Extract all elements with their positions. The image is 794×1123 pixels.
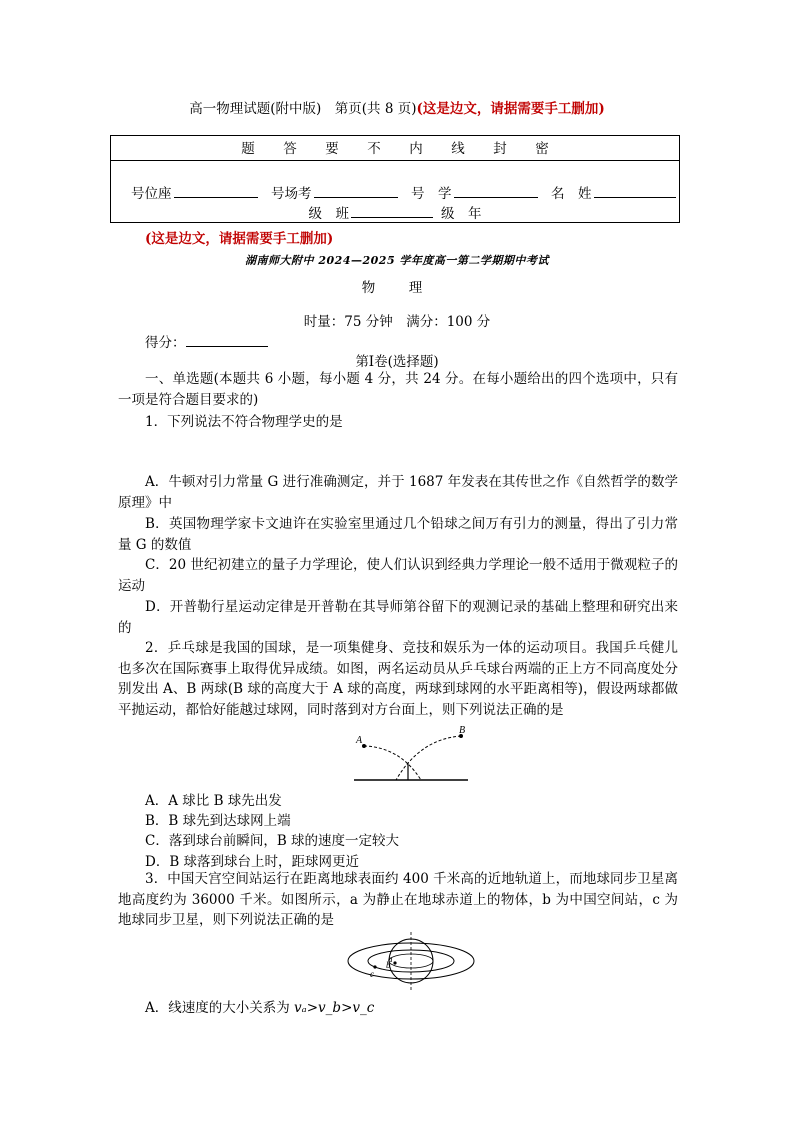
name-field[interactable] [594,185,676,198]
page-header [0,97,794,117]
section-instructions: 一、单选题(本题共 6 小题，每小题 4 分，共 24 分。在每小题给出的四个选项中，只有一项是符合题目要求的) [118,371,678,408]
seal-char: 内 [409,141,423,157]
figure-label-a: a [388,954,393,964]
student-id-field[interactable] [454,185,538,198]
q1-option-c: C．20 世纪初建立的量子力学理论，使人们认识到经典力学理论一般不适用于微观粒子的运动 [118,557,678,594]
q2-option-c: C．落到球台前瞬间，B 球的速度一定较大 [145,833,400,849]
subject-title: 物 理 [361,280,433,296]
seal-char: 不 [367,141,381,157]
q2-option-b: B．B 球先到达球网上端 [145,813,291,829]
time-info: 时量：75 分钟 满分：100 分 [303,314,491,330]
name-label: 名 姓 [551,186,592,202]
figure-label-c: c [370,969,374,979]
q1-stem: 1．下列说法不符合物理学史的是 [145,414,343,430]
part-title: 第Ⅰ卷(选择题) [355,354,439,370]
q3-stem: 3．中国天宫空间站运行在距离地球表面约 400 千米高的近地轨道上，而地球同步卫星离地高度约为 36000 千米。如图所示，a 为静止在地球赤道上的物体，b 为中国空间站，c 为地球同步卫星，则下列说法正确的是 [118,871,678,928]
q1-option-b: B．英国物理学家卡文迪许在实验室里通过几个铅球之间万有引力的测量，得出了引力常量 G 的数值 [118,516,678,553]
class-label: 级 班 [308,206,349,222]
q3-option-a [145,996,374,1016]
q2-option-a: A．A 球比 B 球先出发 [145,793,282,809]
seal-char: 线 [451,141,465,157]
q3-option-a-prefix: A．线速度的大小关系为 [145,1000,295,1016]
seal-char: 封 [493,141,507,157]
figure-label-b: b [386,960,391,970]
seat-number-label: 号位座 [131,186,172,202]
seal-char: 密 [535,141,549,157]
header-note: (这是边文，请据需要手工删加) [416,101,605,117]
table-tennis-figure [350,725,475,783]
score-label: 得分： [145,335,186,351]
grade-label: 级 年 [441,206,482,222]
seal-char: 题 [241,141,255,157]
class-info-row [111,202,679,222]
figure-label-b: B [459,725,466,736]
score-line [145,331,268,351]
margin-note: (这是边文，请据需要手工删加) [145,231,334,247]
q2-option-d: D．B 球落到球台上时，距球网更近 [145,854,360,870]
class-field[interactable] [351,205,433,218]
score-field[interactable] [186,334,268,347]
seal-char: 答 [283,141,297,157]
orbit-figure [345,930,477,992]
exam-room-field[interactable] [314,185,398,198]
header-title: 高一物理试题(附中版) 第页(共 8 页) [189,101,417,117]
exam-room-label: 号场考 [271,186,312,202]
exam-title: 湖南师大附中 2024—2025 学年度高一第二学期期中考试 [245,254,549,267]
seal-box [110,135,680,223]
q1-option-a: A．牛顿对引力常量 G 进行准确测定，并于 1687 年发表在其传世之作《自然哲学的数学原理》中 [118,474,678,511]
seal-char: 要 [325,141,339,157]
seat-number-field[interactable] [174,185,258,198]
seal-line-row [111,136,679,161]
student-id-label: 号 学 [411,186,452,202]
q3-option-a-relation: vₐ>v_b>v_c [294,1000,375,1016]
figure-label-a: A [356,735,363,746]
q2-stem: 2．乒乓球是我国的国球，是一项集健身、竞技和娱乐为一体的运动项目。我国乒乓健儿也多次在国际赛事上取得优异成绩。如图，两名运动员从乒乓球台两端的正上方不同高度处分别发出 A、B 两球(B 球的高度大于 A 球的高度，两球到球网的水平距离相等)，假设两球都做平抛运动，都恰好能越过球网，同时落到对方台面上，则下列说法正确的是 [118,640,678,718]
q1-option-d: D．开普勒行星运动定律是开普勒在其导师第谷留下的观测记录的基础上整理和研究出来的 [118,599,678,636]
